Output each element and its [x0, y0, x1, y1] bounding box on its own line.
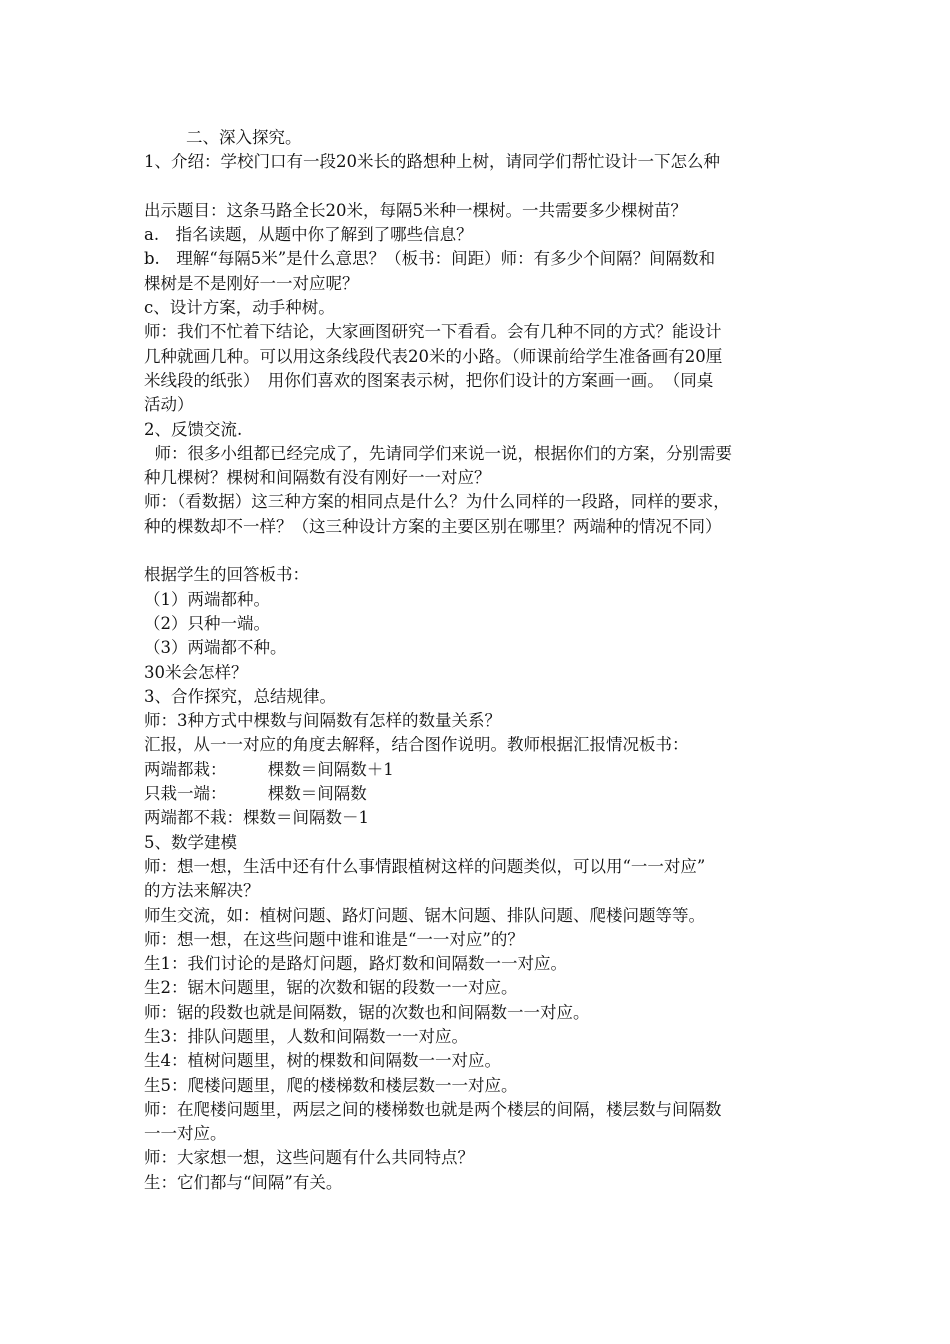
text-line: 师：想一想，在这些问题中谁和谁是“一一对应”的？: [144, 929, 524, 949]
text-line: 师：在爬楼问题里，两层之间的楼梯数也就是两个楼层的间隔，楼层数与间隔数: [144, 1099, 722, 1119]
text-line: （1）两端都种。: [144, 589, 270, 609]
text-line: 种几棵树？棵树和间隔数有没有刚好一一对应？: [144, 468, 491, 488]
text-line: 师：锯的段数也就是间隔数，锯的次数也和间隔数一一对应。: [144, 1002, 590, 1022]
text-line: 棵树是不是刚好一一对应呢？: [144, 273, 359, 293]
text-line: 5、数学建模: [144, 832, 237, 852]
text-line: 2、反馈交流.: [144, 419, 243, 439]
text-line: 生3：排队问题里，人数和间隔数一一对应。: [144, 1026, 468, 1046]
text-line: 根据学生的回答板书：: [144, 565, 309, 585]
text-line: 两端都栽： 棵数＝间隔数＋1: [144, 759, 394, 779]
text-line: a. 指名读题，从题中你了解到了哪些信息？: [144, 225, 473, 245]
text-line: 一一对应。: [144, 1124, 227, 1144]
text-line: 的方法来解决？: [144, 881, 260, 901]
text-line: 师：（看数据）这三种方案的相同点是什么？为什么同样的一段路，同样的要求，: [144, 492, 730, 512]
text-line: 两端都不栽：棵数＝间隔数－1: [144, 808, 369, 828]
blank-line: [144, 539, 814, 563]
text-line: 二、深入探究。: [144, 128, 302, 147]
text-line: （2）只种一端。: [144, 613, 270, 633]
text-line: 师：我们不忙着下结论，大家画图研究一下看看。会有几种不同的方式？能设计: [144, 322, 722, 342]
text-line: 师生交流，如：植树问题、路灯问题、锯木问题、排队问题、爬楼问题等等。: [144, 905, 705, 925]
text-line: 汇报，从一一对应的角度去解释，结合图作说明。教师根据汇报情况板书：: [144, 735, 689, 755]
text-line: 师：3种方式中棵数与间隔数有怎样的数量关系？: [144, 711, 501, 731]
text-line: 生：它们都与“间隔”有关。: [144, 1172, 343, 1192]
text-line: 生5：爬楼问题里，爬的楼梯数和楼层数一一对应。: [144, 1075, 518, 1095]
text-line: 生2：锯木问题里，锯的次数和锯的段数一一对应。: [144, 978, 518, 998]
text-line: 米线段的纸张） 用你们喜欢的图案表示树，把你们设计的方案画一画。 （同桌: [144, 370, 714, 390]
text-line: 几种就画几种。可以用这条线段代表20米的小路。（师课前给学生准备画有20厘: [144, 346, 723, 366]
blank-line: [144, 175, 814, 199]
text-line: 3、合作探究，总结规律。: [144, 686, 336, 706]
text-line: 师：很多小组都已经完成了，先请同学们来说一说，根据你们的方案，分别需要: [144, 443, 732, 463]
text-line: 生1：我们讨论的是路灯问题，路灯数和间隔数一一对应。: [144, 954, 567, 974]
text-line: 师：想一想，生活中还有什么事情跟植树这样的问题类似，可以用“一一对应”: [144, 856, 706, 876]
text-line: 30米会怎样？: [144, 662, 248, 682]
text-line: 出示题目：这条马路全长20米，每隔5米种一棵树。一共需要多少棵树苗？: [144, 200, 687, 220]
text-line: b. 理解“每隔5米”是什么意思？（板书：间距）师：有多少个间隔？间隔数和: [144, 249, 716, 269]
text-line: 师：大家想一想，这些问题有什么共同特点？: [144, 1148, 474, 1168]
text-line: 只栽一端： 棵数＝间隔数: [144, 784, 367, 804]
text-line: 1、介绍：学校门口有一段20米长的路想种上树，请同学们帮忙设计一下怎么种: [144, 152, 720, 172]
text-line: 活动）: [144, 395, 194, 415]
text-line: 生4：植树问题里，树的棵数和间隔数一一对应。: [144, 1051, 501, 1071]
text-line: c、设计方案，动手种树。: [144, 298, 335, 318]
text-line: （3）两端都不种。: [144, 638, 287, 658]
text-line: 种的棵数却不一样？（这三种设计方案的主要区别在哪里？两端种的情况不同）: [144, 516, 722, 536]
document-body: [144, 126, 814, 1195]
